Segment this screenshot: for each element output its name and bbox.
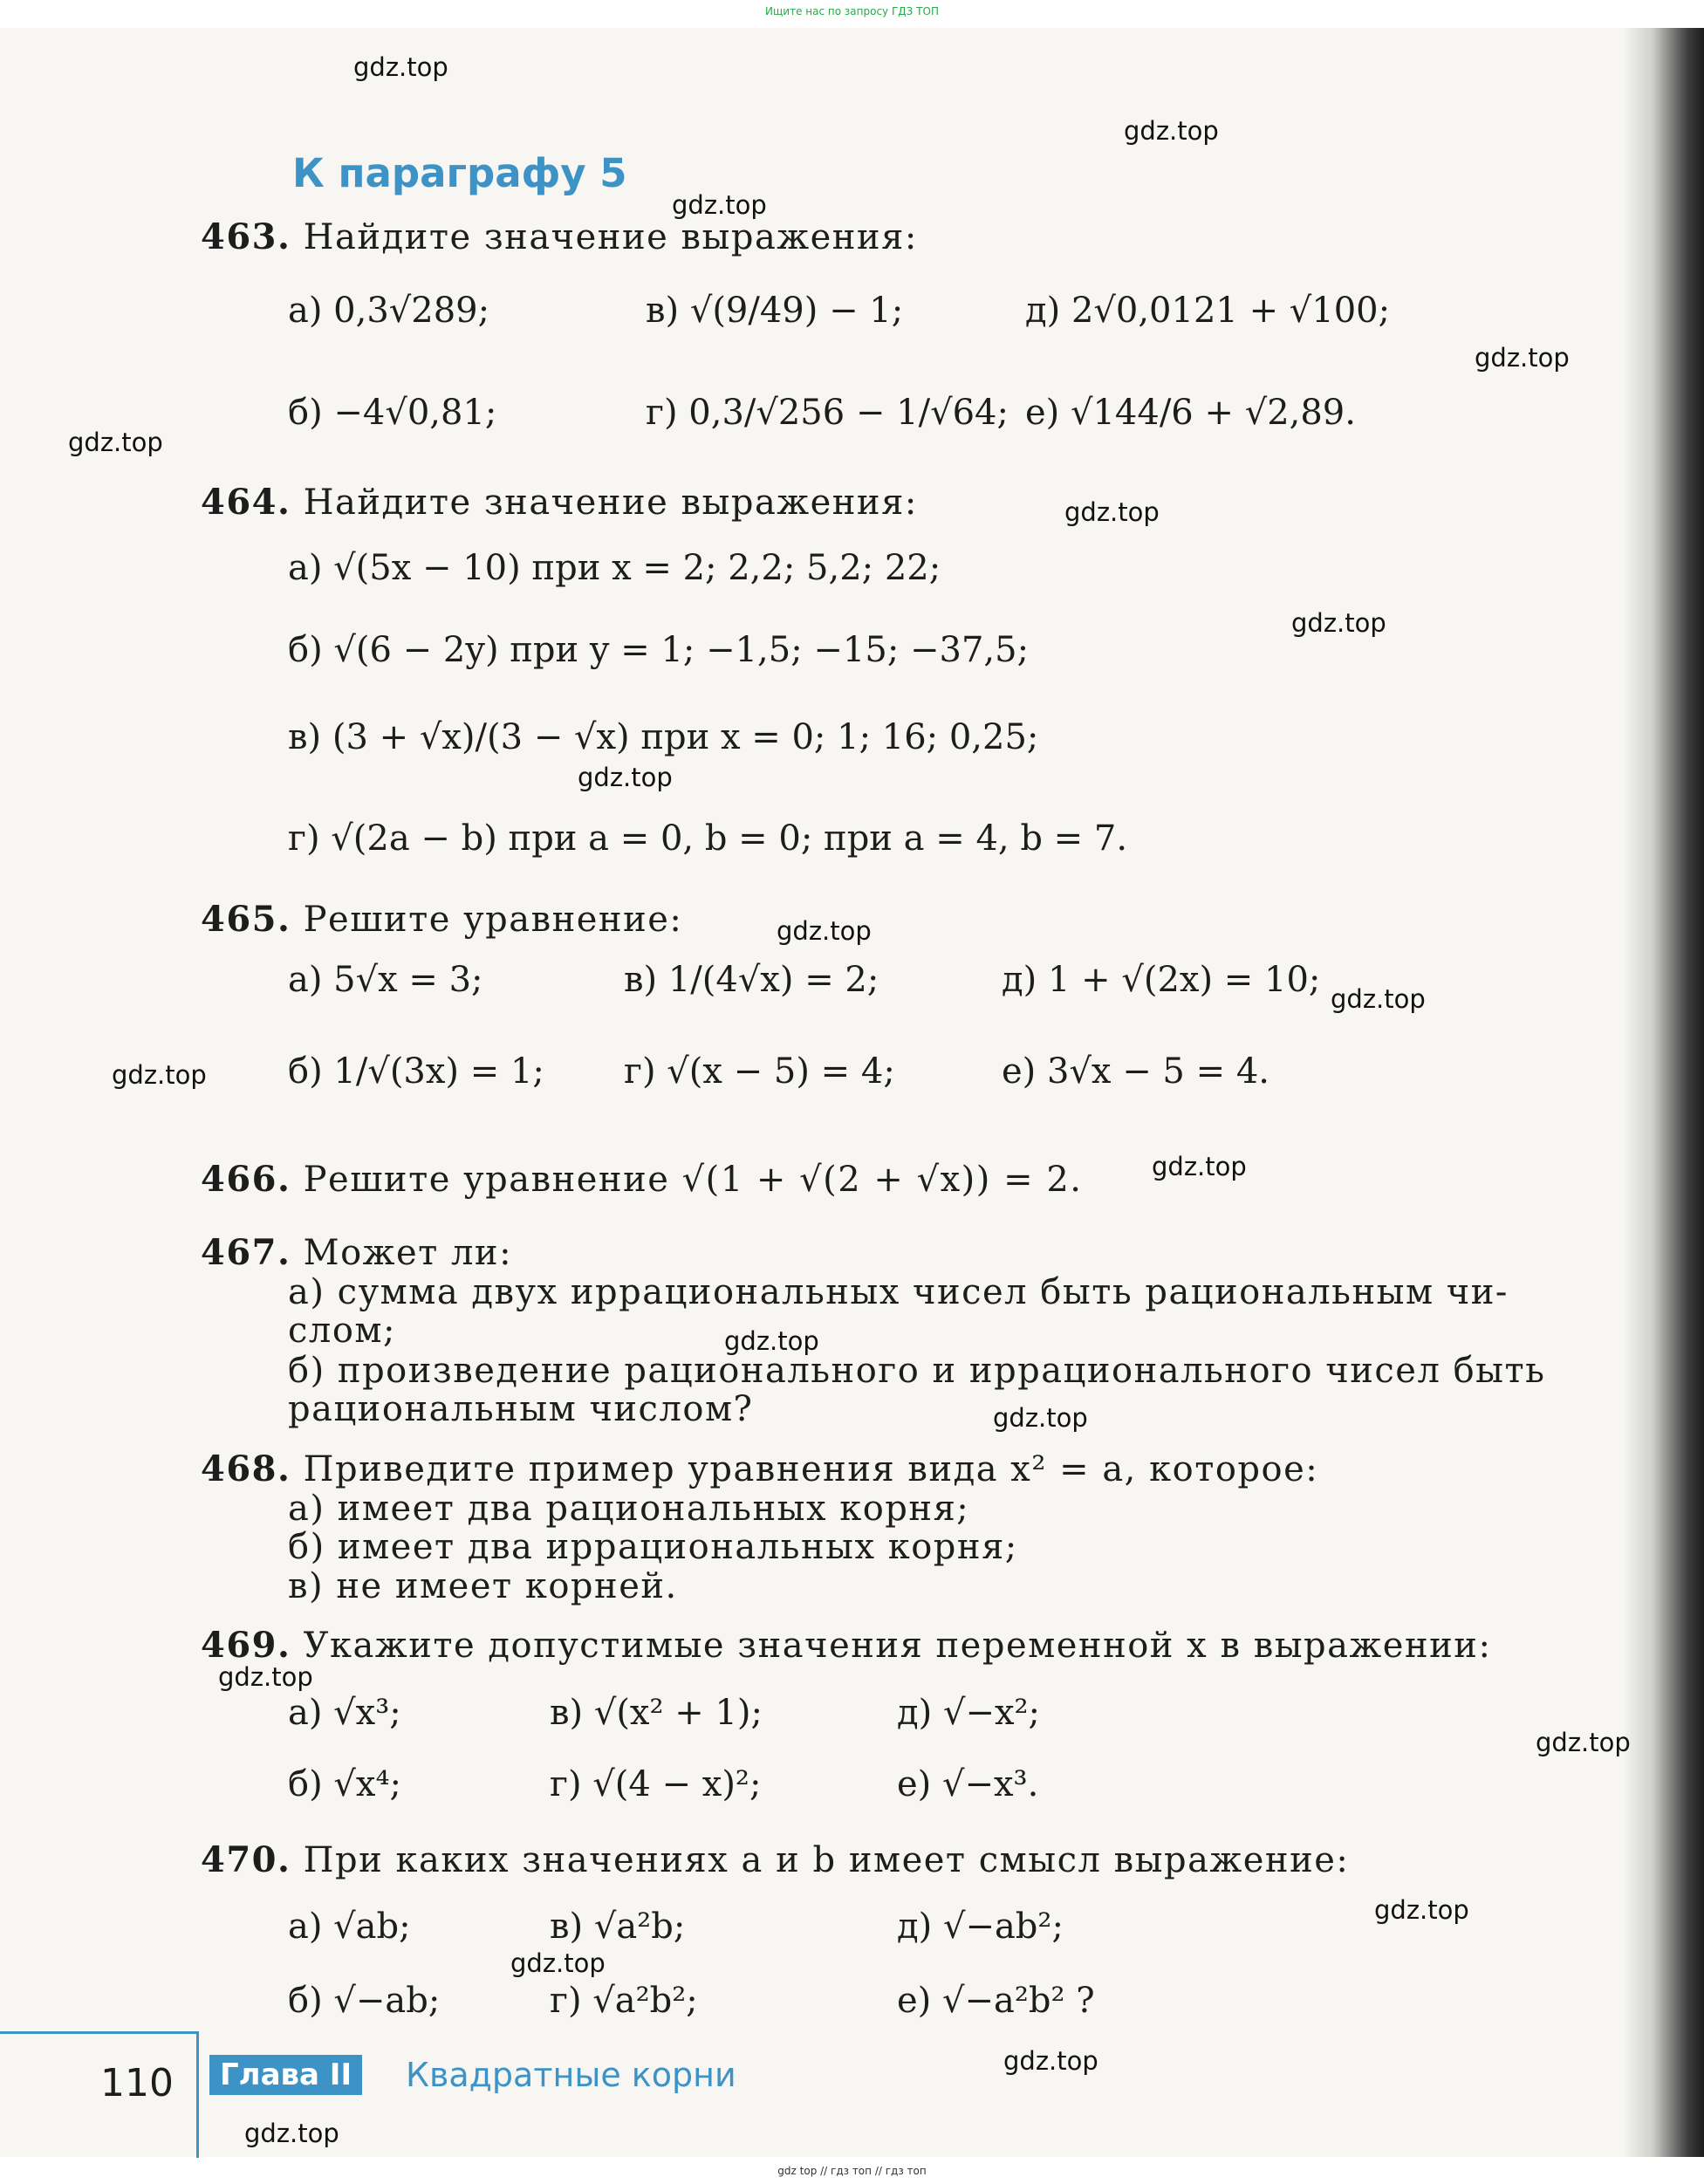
problem-text: Укажите допустимые значения переменной x в выражении:	[303, 1626, 1492, 1666]
item-469-d: д) √−x²;	[897, 1693, 1041, 1733]
problem-number: 468.	[201, 1448, 291, 1489]
item-470-d: д) √−ab²;	[897, 1907, 1064, 1947]
item-464-v: в) (3 + √x)/(3 − √x) при x = 0; 1; 16; 0,25;	[288, 717, 1039, 757]
watermark: gdz.top	[112, 1060, 207, 1090]
item-469-a: а) √x³;	[288, 1693, 401, 1733]
item-470-g: г) √a²b²;	[550, 1981, 698, 2021]
item-465-e: е) 3√x − 5 = 4.	[1002, 1051, 1269, 1092]
item-467-b-line2: рациональным числом?	[288, 1389, 754, 1429]
problem-464	[201, 482, 918, 523]
item-467-a-line1: а) сумма двух иррациональных чисел быть рациональным чи-	[288, 1272, 1509, 1312]
watermark: gdz.top	[1374, 1895, 1469, 1925]
problem-number: 470.	[201, 1839, 291, 1880]
watermark: gdz.top	[1064, 497, 1160, 527]
watermark: gdz.top	[724, 1326, 819, 1356]
problem-number: 467.	[201, 1232, 291, 1273]
watermark: gdz.top	[1475, 343, 1570, 373]
problem-468	[201, 1448, 1318, 1489]
item-469-v: в) √(x² + 1);	[550, 1693, 763, 1733]
footer-rule-vertical	[196, 2031, 199, 2158]
item-464-a: а) √(5x − 10) при x = 2; 2,2; 5,2; 22;	[288, 548, 941, 588]
watermark: gdz.top	[1124, 116, 1219, 146]
item-463-g: г) 0,3/√256 − 1/√64;	[646, 393, 1009, 433]
watermark: gdz.top	[777, 916, 872, 946]
footer-rule	[0, 2031, 199, 2034]
watermark: gdz.top	[1331, 984, 1426, 1014]
problem-number: 465.	[201, 899, 291, 940]
problem-text: При каких значениях a и b имеет смысл выражение:	[303, 1840, 1350, 1880]
problem-text: Решите уравнение	[303, 1160, 670, 1200]
item-465-a: а) 5√x = 3;	[288, 960, 483, 1000]
watermark: gdz.top	[1536, 1728, 1631, 1757]
item-469-b: б) √x⁴;	[288, 1764, 401, 1804]
problem-text: Может ли:	[303, 1233, 513, 1273]
problem-text: Решите уравнение:	[303, 900, 683, 940]
item-467-b-line1: б) произведение рационального и иррационального чисел быть	[288, 1351, 1546, 1391]
item-468-b: б) имеет два иррациональных корня;	[288, 1527, 1018, 1567]
item-465-v: в) 1/(4√x) = 2;	[624, 960, 879, 1000]
section-title: К параграфу 5	[292, 150, 627, 196]
item-463-a: а) 0,3√289;	[288, 291, 490, 331]
problem-470	[201, 1839, 1349, 1880]
item-465-b: б) 1/√(3x) = 1;	[288, 1051, 544, 1092]
item-469-e: е) √−x³.	[897, 1764, 1039, 1804]
watermark: gdz.top	[218, 1662, 313, 1692]
problem-466	[201, 1159, 1082, 1200]
item-465-g: г) √(x − 5) = 4;	[624, 1051, 895, 1092]
item-463-b: б) −4√0,81;	[288, 393, 497, 433]
textbook-page	[0, 28, 1639, 2157]
item-467-a-line2: слом;	[288, 1311, 396, 1351]
top-banner[interactable]: Ищите нас по запросу ГДЗ ТОП	[765, 5, 939, 17]
watermark: gdz.top	[993, 1403, 1088, 1433]
problem-number: 463.	[201, 216, 291, 257]
problem-number: 464.	[201, 482, 291, 523]
watermark: gdz.top	[353, 52, 448, 82]
item-465-d: д) 1 + √(2x) = 10;	[1002, 960, 1321, 1000]
item-470-b: б) √−ab;	[288, 1981, 441, 2021]
problem-text: Найдите значение выражения:	[303, 217, 918, 257]
equation: √(1 + √(2 + √x)) = 2.	[681, 1160, 1083, 1200]
chapter-title: Квадратные корни	[406, 2056, 736, 2094]
problem-467	[201, 1232, 512, 1273]
watermark: gdz.top	[1003, 2046, 1098, 2076]
bottom-banner[interactable]: gdz top // гдз топ // гдз топ	[777, 2165, 927, 2177]
item-468-v: в) не имеет корней.	[288, 1566, 678, 1606]
watermark: gdz.top	[578, 763, 673, 792]
item-463-d: д) 2√0,0121 + √100;	[1025, 291, 1391, 331]
item-463-e: е) √144/6 + √2,89.	[1025, 393, 1356, 433]
problem-text: Найдите значение выражения:	[303, 483, 918, 523]
watermark: gdz.top	[672, 190, 767, 220]
problem-465	[201, 899, 682, 940]
item-470-a: а) √ab;	[288, 1907, 411, 1947]
problem-number: 469.	[201, 1625, 291, 1666]
watermark: gdz.top	[244, 2119, 339, 2148]
item-468-a: а) имеет два рациональных корня;	[288, 1489, 970, 1529]
problem-text: Приведите пример уравнения вида x² = a, которое:	[303, 1449, 1319, 1489]
watermark: gdz.top	[1152, 1152, 1247, 1181]
book-spine	[1625, 28, 1704, 2157]
problem-469	[201, 1625, 1491, 1666]
item-463-v: в) √(9/49) − 1;	[646, 291, 904, 331]
watermark: gdz.top	[68, 428, 163, 457]
watermark: gdz.top	[1291, 608, 1386, 638]
page-number: 110	[100, 2061, 174, 2105]
chapter-badge: Глава II	[209, 2055, 362, 2095]
problem-number: 466.	[201, 1159, 291, 1200]
problem-463	[201, 216, 918, 257]
item-464-b: б) √(6 − 2y) при y = 1; −1,5; −15; −37,5;	[288, 630, 1030, 670]
item-470-v: в) √a²b;	[550, 1907, 686, 1947]
item-469-g: г) √(4 − x)²;	[550, 1764, 762, 1804]
item-470-e: е) √−a²b² ?	[897, 1981, 1095, 2021]
item-464-g: г) √(2a − b) при a = 0, b = 0; при a = 4, b = 7.	[288, 818, 1128, 859]
watermark: gdz.top	[510, 1948, 606, 1978]
